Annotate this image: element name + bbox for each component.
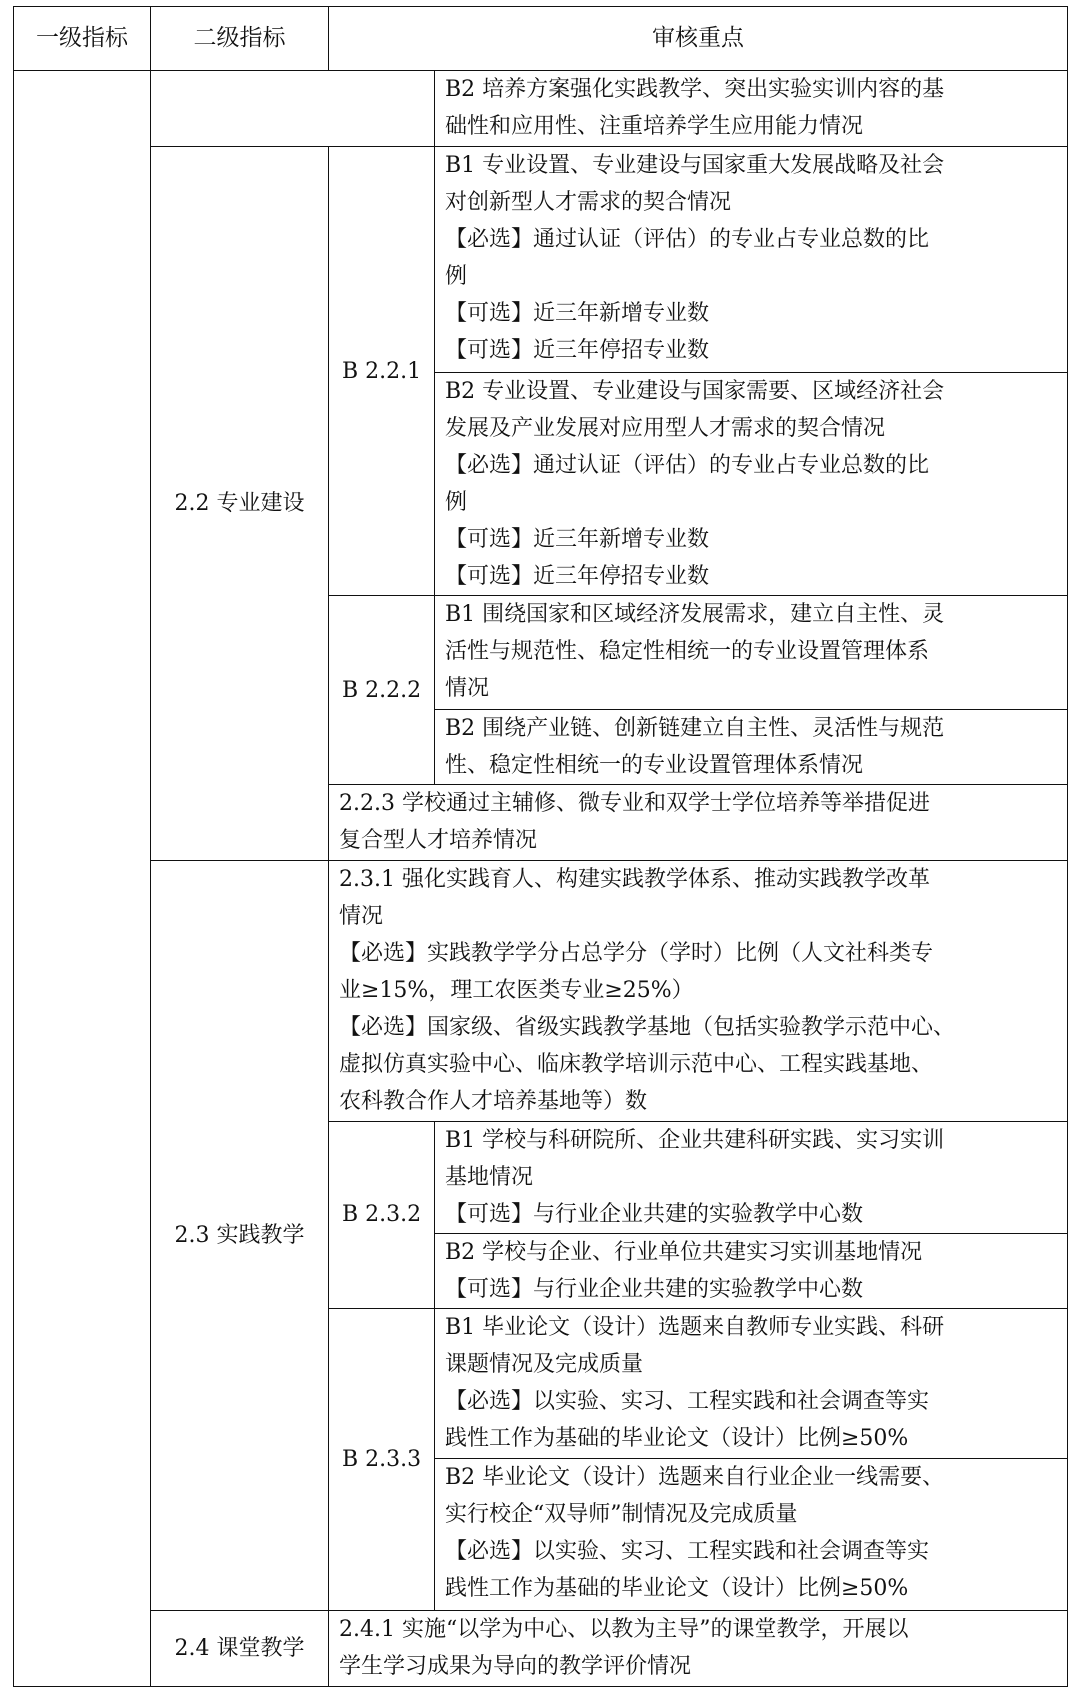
text-line: 情况	[445, 676, 490, 702]
code-b232: B 2.3.2	[329, 1121, 435, 1309]
text-line: 学生学习成果为导向的教学评价情况	[339, 1653, 692, 1679]
text-line: 农科教合作人才培养基地等）数	[339, 1088, 648, 1114]
code-b233: B 2.3.3	[329, 1309, 435, 1610]
focus-cell-wide	[329, 860, 1068, 1121]
text-line: B2 围绕产业链、创新链建立自主性、灵活性与规范	[445, 715, 945, 741]
text-line: B2 学校与企业、行业单位共建实习实训基地情况	[445, 1240, 923, 1266]
text-line: 【必选】通过认证（评估）的专业占专业总数的比	[445, 226, 930, 252]
focus-cell	[435, 146, 1068, 372]
level2-cell-empty	[151, 71, 435, 146]
text-line: 【必选】以实验、实习、工程实践和社会调查等实	[445, 1538, 930, 1564]
focus-cell	[435, 596, 1068, 709]
header-focus: 审核重点	[329, 7, 1068, 71]
focus-cell	[435, 709, 1068, 784]
text-line: B1 围绕国家和区域经济发展需求，建立自主性、灵	[445, 602, 945, 628]
table-row	[14, 146, 1068, 372]
text-line: 【必选】实践教学学分占总学分（学时）比例（人文社科类专	[339, 940, 934, 966]
text-line: 复合型人才培养情况	[339, 828, 538, 854]
text-line: 2.3.1 强化实践育人、构建实践教学体系、推动实践教学改革	[339, 866, 930, 892]
level2-label-2-4: 2.4 课堂教学	[151, 1610, 329, 1686]
code-b221: B 2.2.1	[329, 146, 435, 596]
table-row	[14, 860, 1068, 1121]
text-line: B1 毕业论文（设计）选题来自教师专业实践、科研	[445, 1315, 945, 1341]
focus-cell	[435, 1121, 1068, 1233]
text-line: 【可选】近三年停招专业数	[445, 563, 710, 589]
table-row	[14, 71, 1068, 146]
text-line: 业≥15%，理工农医类专业≥25%）	[339, 977, 694, 1003]
audit-table	[13, 6, 1068, 1687]
focus-cell	[435, 1309, 1068, 1459]
text-line: B1 专业设置、专业建设与国家重大发展战略及社会	[445, 152, 945, 178]
focus-cell	[435, 1458, 1068, 1610]
code-b222: B 2.2.2	[329, 596, 435, 785]
focus-cell	[435, 71, 1068, 146]
text-line: 例	[445, 489, 468, 515]
text-line: B2 培养方案强化实践教学、突出实验实训内容的基	[445, 77, 945, 103]
text-line: 发展及产业发展对应用型人才需求的契合情况	[445, 415, 886, 441]
text-line: 【必选】以实验、实习、工程实践和社会调查等实	[445, 1389, 930, 1415]
table-row	[14, 1610, 1068, 1686]
text-line: 虚拟仿真实验中心、临床教学培训示范中心、工程实践基地、	[339, 1051, 934, 1077]
text-line: 课题情况及完成质量	[445, 1352, 644, 1378]
text-line: 性、稳定性相统一的专业设置管理体系情况	[445, 752, 864, 778]
header-row	[14, 7, 1068, 71]
text-line: 实行校企“双导师”制情况及完成质量	[445, 1501, 798, 1527]
text-line: B2 专业设置、专业建设与国家需要、区域经济社会	[445, 378, 945, 404]
focus-cell-wide	[329, 785, 1068, 860]
level1-cell	[14, 71, 151, 1687]
text-line: 2.2.3 学校通过主辅修、微专业和双学士学位培养等举措促进	[339, 791, 930, 817]
text-line: 【可选】近三年新增专业数	[445, 300, 710, 326]
level2-label-2-2: 2.2 专业建设	[151, 146, 329, 860]
text-line: 础性和应用性、注重培养学生应用能力情况	[445, 114, 864, 140]
text-line: 【必选】国家级、省级实践教学基地（包括实验教学示范中心、	[339, 1014, 956, 1040]
text-line: B2 毕业论文（设计）选题来自行业企业一线需要、	[445, 1464, 945, 1490]
text-line: 2.4.1 实施“以学为中心、以教为主导”的课堂教学，开展以	[339, 1616, 909, 1642]
text-line: 【可选】与行业企业共建的实验教学中心数	[445, 1277, 864, 1303]
text-line: 践性工作为基础的毕业论文（设计）比例≥50%	[445, 1426, 909, 1452]
text-line: 情况	[339, 903, 384, 929]
text-line: 【可选】近三年停招专业数	[445, 337, 710, 363]
focus-cell	[435, 1234, 1068, 1309]
header-level2: 二级指标	[151, 7, 329, 71]
focus-cell-wide	[329, 1610, 1068, 1686]
text-line: 基地情况	[445, 1164, 534, 1190]
text-line: B1 学校与科研院所、企业共建科研实践、实习实训	[445, 1127, 945, 1153]
text-line: 活性与规范性、稳定性相统一的专业设置管理体系	[445, 639, 930, 665]
text-line: 对创新型人才需求的契合情况	[445, 189, 732, 215]
header-level1: 一级指标	[14, 7, 151, 71]
level2-label-2-3: 2.3 实践教学	[151, 860, 329, 1610]
text-line: 践性工作为基础的毕业论文（设计）比例≥50%	[445, 1575, 909, 1601]
text-line: 【必选】通过认证（评估）的专业占专业总数的比	[445, 452, 930, 478]
text-line: 【可选】近三年新增专业数	[445, 526, 710, 552]
text-line: 【可选】与行业企业共建的实验教学中心数	[445, 1201, 864, 1227]
focus-cell	[435, 372, 1068, 596]
text-line: 例	[445, 263, 468, 289]
